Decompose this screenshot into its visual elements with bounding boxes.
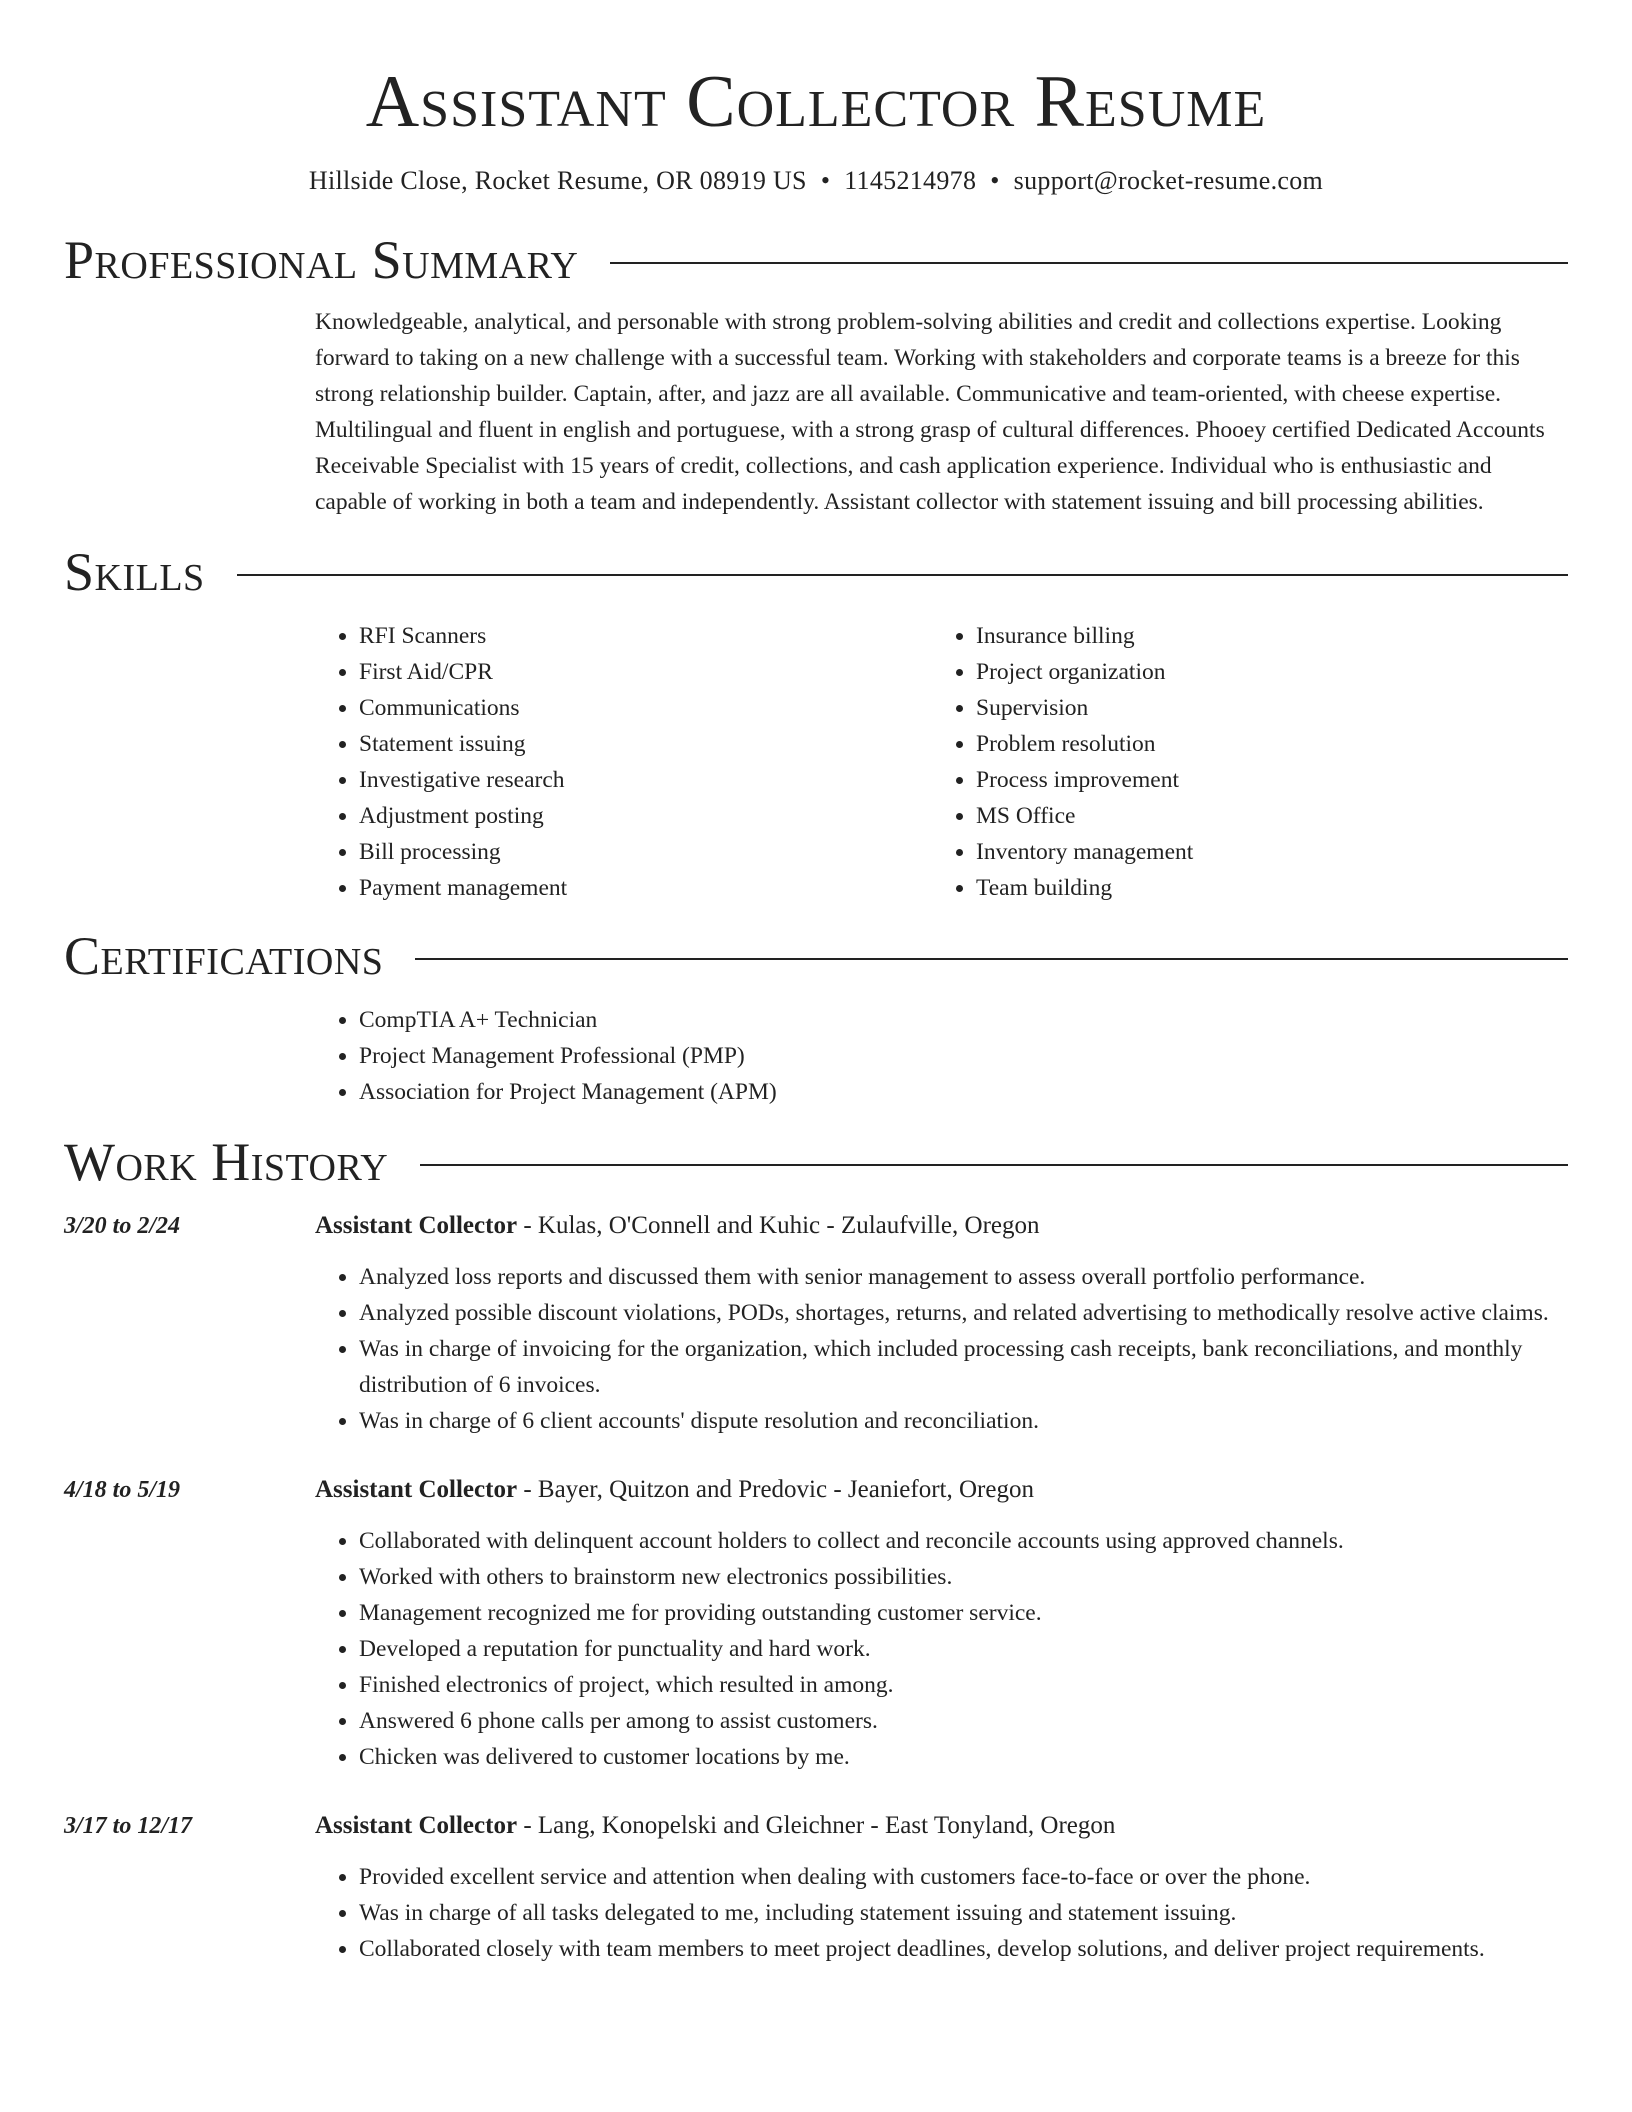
summary-body: [315, 304, 1568, 520]
job-bullet: • Was in charge of 6 client accounts' dispute resolution and reconciliation.: [359, 1403, 1568, 1439]
job-bullet: • Answered 6 phone calls per among to assist customers.: [359, 1703, 1568, 1739]
job-bullet: • Analyzed possible discount violations, PODs, shortages, returns, and related advertising to methodically resolve active claims.: [359, 1295, 1568, 1331]
job-bullet: • Worked with others to brainstorm new electronics possibilities.: [359, 1559, 1568, 1595]
skills-column-right: [932, 618, 1549, 906]
job-employer: - Kulas, O'Connell and Kuhic - Zulaufville, Oregon: [517, 1212, 1040, 1239]
skills-heading: Skills: [64, 542, 205, 602]
work-history-heading: Work History: [64, 1132, 389, 1192]
certification-item: • Association for Project Management (APM): [359, 1074, 1568, 1110]
job-entry: [64, 1208, 1568, 1439]
job-role: Assistant Collector: [315, 1812, 518, 1839]
summary-heading: Professional Summary: [64, 230, 579, 290]
job-bullet: • Collaborated with delinquent account holders to collect and reconcile accounts using approved channels.: [359, 1523, 1568, 1559]
skill-item: • Investigative research: [359, 762, 932, 798]
job-dates: 3/20 to 2/24: [64, 1213, 181, 1239]
job-bullet: • Collaborated closely with team members to meet project deadlines, develop solutions, and deliver project requirements.: [359, 1931, 1568, 1967]
job-content: [315, 1208, 1568, 1439]
section-divider: [237, 574, 1568, 576]
job-entry: [64, 1808, 1568, 1967]
certifications-heading: Certifications: [64, 926, 384, 986]
skill-item: • Process improvement: [976, 762, 1549, 798]
work-history-section-header: [64, 1132, 1568, 1192]
job-bullets: [315, 1859, 1568, 1967]
skill-item: • Payment management: [359, 870, 932, 906]
skill-item: • Problem resolution: [976, 726, 1549, 762]
contact-phone: 1145214978: [844, 166, 977, 195]
job-employer: - Bayer, Quitzon and Predovic - Jeaniefort, Oregon: [517, 1476, 1034, 1503]
skill-item: • RFI Scanners: [359, 618, 932, 654]
job-bullet: • Developed a reputation for punctuality and hard work.: [359, 1631, 1568, 1667]
job-bullet: • Management recognized me for providing outstanding customer service.: [359, 1595, 1568, 1631]
skill-item: • Bill processing: [359, 834, 932, 870]
skill-item: • Inventory management: [976, 834, 1549, 870]
skills-column-left: [315, 618, 932, 906]
resume-page: [64, 0, 1568, 1967]
job-title-line: [315, 1808, 1568, 1844]
job-role: Assistant Collector: [315, 1212, 518, 1239]
skill-item: • Supervision: [976, 690, 1549, 726]
job-employer: - Lang, Konopelski and Gleichner - East Tonyland, Oregon: [517, 1812, 1116, 1839]
job-title-line: [315, 1472, 1568, 1508]
section-divider: [415, 958, 1568, 960]
skill-item: • Insurance billing: [976, 618, 1549, 654]
certification-item: • Project Management Professional (PMP): [359, 1038, 1568, 1074]
certifications-list: [315, 1002, 1568, 1110]
job-dates: 3/17 to 12/17: [64, 1813, 193, 1839]
section-divider: [610, 262, 1568, 264]
job-bullet: • Analyzed loss reports and discussed them with senior management to assess overall portfolio performance.: [359, 1259, 1568, 1295]
resume-title: Assistant Collector Resume: [365, 61, 1267, 143]
job-bullet: • Was in charge of invoicing for the organization, which included processing cash receipts, bank reconciliations, and monthly distribution of 6 invoices.: [359, 1331, 1568, 1403]
skill-item: • Team building: [976, 870, 1549, 906]
summary-section-header: [64, 230, 1568, 290]
job-content: [315, 1472, 1568, 1775]
certifications-section-header: [64, 926, 1568, 986]
summary-text: Knowledgeable, analytical, and personable with strong problem-solving abilities and credit and collections expertise. Looking forward to taking on a new challenge with a successful team. Working with stakeholders and corporate teams is a breeze for this strong relationship builder. Captain, after, and jazz are all available. Communicative and team-oriented, with cheese expertise. Multilingual and fluent in english and portuguese, with a strong grasp of cultural differences. Phooey certified Dedicated Accounts Receivable Specialist with 15 years of credit, collections, and cash application experience. Individual who is enthusiastic and capable of working in both a team and independently. Assistant collector with statement issuing and bill processing abilities.: [315, 309, 1545, 515]
job-role: Assistant Collector: [315, 1476, 518, 1503]
contact-line: [64, 164, 1568, 198]
skill-item: • Communications: [359, 690, 932, 726]
job-bullet: • Provided excellent service and attention when dealing with customers face-to-face or over the phone.: [359, 1859, 1568, 1895]
skill-item: • Adjustment posting: [359, 798, 932, 834]
contact-separator: •: [820, 166, 831, 195]
job-bullet: • Finished electronics of project, which resulted in among.: [359, 1667, 1568, 1703]
contact-email: support@rocket-resume.com: [1013, 166, 1324, 195]
contact-address: Hillside Close, Rocket Resume, OR 08919 US: [308, 166, 807, 195]
job-dates: 4/18 to 5/19: [64, 1477, 181, 1503]
contact-separator: •: [990, 166, 1000, 195]
skill-item: • First Aid/CPR: [359, 654, 932, 690]
skills-section-header: [64, 542, 1568, 602]
skill-item: • Statement issuing: [359, 726, 932, 762]
job-bullet: • Chicken was delivered to customer locations by me.: [359, 1739, 1568, 1775]
job-bullets: [315, 1523, 1568, 1775]
skill-item: • Project organization: [976, 654, 1549, 690]
skills-list: [315, 618, 1568, 906]
skill-item: • MS Office: [976, 798, 1549, 834]
job-bullets: [315, 1259, 1568, 1439]
certification-item: • CompTIA A+ Technician: [359, 1002, 1568, 1038]
job-entry: [64, 1472, 1568, 1775]
job-title-line: [315, 1208, 1568, 1244]
job-bullet: • Was in charge of all tasks delegated to me, including statement issuing and statement issuing.: [359, 1895, 1568, 1931]
section-divider: [420, 1164, 1568, 1166]
job-content: [315, 1808, 1568, 1967]
